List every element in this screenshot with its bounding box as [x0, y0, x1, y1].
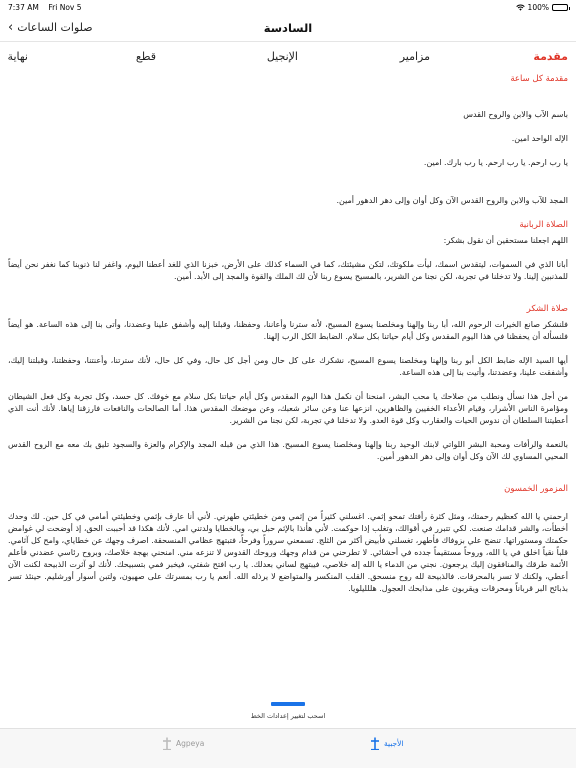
section-tabs: [0, 42, 576, 70]
cross-icon: [162, 737, 172, 750]
paragraph: المجد للآب والابن والروح القدس الآن وكل أوان وإلى دهر الدهور أمين.: [336, 196, 568, 205]
paragraph: أبانا الذي في السموات، ليتقدس اسمك، ليأت ملكوتك، لتكن مشيئتك، كما في السماء كذلك على الأرض، خبزنا الذي للغد أعطنا اليوم، واغفر لنا ذنوبنا كما نغفر نحن أيضاً للمذنبين إلينا. ولا تدخلنا في تجربة، لكن نجنا من الشرير، بالمسيح يسوع ربنا لأن لك الملك والقوة والمجد إلى الأبد. أمين.: [8, 260, 568, 281]
paragraph: أيها السيد الإله ضابط الكل أبو ربنا وإلهنا ومخلصنا يسوع المسيح، نشكرك على كل حال ومن أجل كل حال، وفي كل حال، لأنك سترتنا، وأعنتنا، وحفظتنا، وقبلتنا إليك، وأشفقت علينا، وعضدتنا، وأتيت بنا إلى هذه الساعة.: [8, 356, 568, 377]
page-title: السادسة: [263, 21, 313, 35]
battery-icon: [552, 4, 568, 11]
section-thanksgiving: [8, 303, 568, 463]
paragraph: يا رب ارحم. يا رب ارحم. يا رب بارك. امين.: [423, 158, 568, 167]
section-heading: الصلاة الربانية: [519, 220, 568, 230]
tab-litanies[interactable]: قطع: [135, 50, 156, 63]
font-settings-handle[interactable]: [0, 700, 576, 728]
section-lords-prayer: [8, 219, 568, 283]
section-intro: [8, 73, 568, 207]
status-time: 7:37 AM: [8, 3, 39, 12]
paragraph: اللهم اجعلنا مستحقين أن نقول بشكر:: [443, 236, 568, 245]
drag-handle[interactable]: [271, 702, 305, 706]
tab-gospel[interactable]: الإنجيل: [266, 50, 298, 63]
status-time-date: [8, 3, 82, 12]
wifi-icon: [516, 4, 525, 11]
status-indicators: [516, 3, 568, 12]
tab-bar-agpeya[interactable]: [162, 737, 204, 750]
navigation-bar: [0, 14, 576, 42]
cross-icon: [370, 737, 380, 750]
paragraph: ارحمني يا الله كعظيم رحمتك، ومثل كثرة رأفتك تمحو إثمي. اغسلني كثيراً من إثمي ومن خطيئتي طهرني. لأني أنا عارف بإثمي وخطيئتي أمامي في كل حين. لك وحدك أخطأت، والشر قدامك صنعت. لكي تتبرر في أقوالك، وتغلب إذا حوكمت. لأني هأنذا بالإثم حبل بي، وبالخطايا ولدتني امي. لأنك هكذا قد أحببت الحق، إذ أوضحت لي غوامض حكمتك ومستوراتها. تنضح علي بزوفاك فأطهر، تغسلني فأبيض أكثر من الثلج. تسمعني سروراً وفرحاً، فتبتهج عظامي المنسحقة. اصرف وجهك عن خطاياي، وامح كل آثامي. قلباً نقياً اخلق في يا الله، وروحاً مستقيماً جدده في أحشائي. لا تطرحني من قدام وجهك وروحك القدوس لا تنزعه مني. امنحني بهجة خلاصك، وبروح رئاسي عضدني فأعلم الأثمة طرقك والمنافقون إليك يرجعون. نجني من الدماء يا الله إله خلاصي، فيبتهج لساني بعدلك. يا رب افتح شفتي، فيخبر فمي بتسبيحك. لأنك لو آثرت الذبيحة لكنت الآن أعطي، ولكنك لا تسر بالمحرقات. فالذبيحة لله روح منسحق. القلب المنكسر والمتواضع لا يرذله الله. أنعم يا رب بمسرتك على صهيون، ولتبن أسوار أورشليم. حينئذ تسر بذبائح البر قرباناً ومحرقات ويقربون على مذابحك العجول. هللليلويا.: [8, 512, 568, 593]
back-button-label: صلوات الساعات: [17, 21, 93, 34]
font-settings-hint: اسحب لتغيير إعدادات الخط: [250, 712, 326, 720]
section-heading: صلاة الشكر: [526, 304, 568, 314]
tab-psalms[interactable]: مزامير: [399, 50, 430, 63]
bottom-tab-bar: [0, 728, 576, 768]
section-heading: مقدمة كل ساعة: [510, 74, 568, 84]
paragraph: فلنشكر صانع الخيرات الرحوم الله، أبا ربنا وإلهنا ومخلصنا يسوع المسيح، لأنه سترنا وأعاننا، وحفظنا، وقبلنا إليه وأشفق علينا وعضدنا، وأتى بنا إلى هذه الساعة. هو أيضاً فلنسأله أن يحفظنا في هذا اليوم المقدس وكل أيام حياتنا بكل سلام. الضابط الكل الرب إلهنا.: [8, 320, 568, 341]
chevron-left-icon: ‹: [8, 20, 14, 35]
paragraph: الإله الواحد امين.: [511, 134, 568, 143]
paragraph: بالنعمة والرأفات ومحبة البشر اللواتي لابنك الوحيد ربنا وإلهنا ومخلصنا يسوع المسيح. هذا الذي من قبله المجد والإكرام والعزة والسجود تليق بك معه مع الروح القدس المحيي المساوي لك الآن وكل أوان وإلى دهر الدهور أمين.: [8, 440, 568, 461]
status-bar: [0, 0, 576, 14]
paragraph: باسم الآب والابن والروح القدس: [463, 110, 568, 119]
tab-intro[interactable]: مقدمة: [533, 50, 568, 63]
paragraph: من أجل هذا نسأل ونطلب من صلاحك يا محب البشر، امنحنا أن نكمل هذا اليوم المقدس وكل أيام حياتنا بكل سلام مع خوفك. كل حسد، وكل تجربة وكل فعل الشيطان ومؤامرة الناس الأشرار، وقيام الأعداء الخفيين والظاهرين، انزعها عنا وعن سائر شعبك، وعن موضعك المقدس هذا. أما الصالحات والنافعات فارزقنا إياها. لأنك أنت الذي أعطيتنا السلطان أن ندوس الحيات والعقارب وكل قوة العدو. ولا تدخلنا في تجربة، لكن نجنا من الشرير.: [8, 392, 568, 425]
section-heading: المزمور الخمسون: [504, 484, 568, 494]
tab-bar-agpeya-arabic[interactable]: [370, 737, 404, 750]
status-date: Fri Nov 5: [48, 3, 82, 12]
battery-percent: 100%: [527, 3, 549, 12]
prayer-text-scroll[interactable]: [8, 70, 568, 702]
section-psalm-50: [8, 483, 568, 595]
tab-bar-label: Agpeya: [176, 739, 205, 748]
tab-conclusion[interactable]: نهاية: [7, 50, 28, 63]
tab-bar-label: الأجبية: [384, 739, 404, 748]
